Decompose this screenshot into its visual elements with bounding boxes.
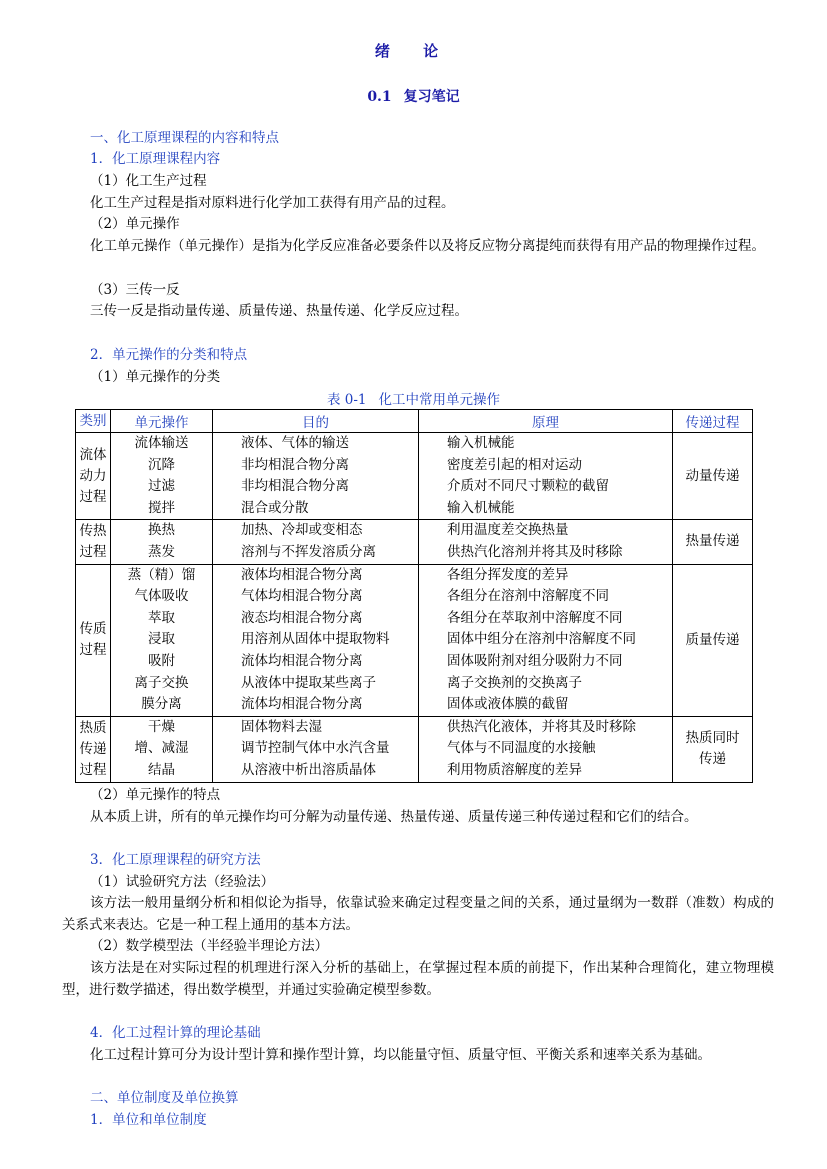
heading-sec2: 二、单位制度及单位换算 xyxy=(90,1090,239,1106)
purpose-cell xyxy=(213,433,419,520)
purpose-item: 从液体中提取某些离子 xyxy=(241,674,376,691)
category-label: 流体动力过程 xyxy=(79,446,107,505)
text-1-3-1: 该方法一般用量纲分析和相似论为指导，依靠试验来确定过程变量之间的关系，通过量纲为一数群（准数）构成的关系式来表达。它是一种工程上通用的基本方法。 xyxy=(62,895,774,933)
operation-item: 离子交换 xyxy=(134,674,189,691)
col-header-operation: 单元操作 xyxy=(111,410,213,433)
purpose-cell xyxy=(213,564,419,716)
operation-item: 流体输送 xyxy=(134,435,189,451)
principle-cell xyxy=(419,716,673,782)
col-header-transfer: 传递过程 xyxy=(673,410,753,433)
principle-item: 固体中组分在溶剂中溶解度不同 xyxy=(447,631,636,648)
principle-item: 各组分在溶剂中溶解度不同 xyxy=(447,588,609,605)
operation-cell-list xyxy=(111,433,212,519)
operation-item: 换热 xyxy=(148,522,175,539)
principle-item: 利用温度差交换热量 xyxy=(447,522,569,539)
principle-item: 输入机械能 xyxy=(447,435,515,451)
purpose-item: 加热、冷却或变相态 xyxy=(241,522,363,539)
table-row xyxy=(76,564,753,716)
operation-item: 吸附 xyxy=(148,652,175,669)
label-1-2-2: （2）单元操作的特点 xyxy=(90,787,221,803)
purpose-cell-list xyxy=(213,717,418,782)
principle-item: 供热汽化液体，并将其及时移除 xyxy=(447,718,636,735)
col-header-purpose: 目的 xyxy=(213,410,419,433)
principle-item: 输入机械能 xyxy=(447,499,515,516)
transfer-cell xyxy=(673,520,753,564)
purpose-item: 非均相混合物分离 xyxy=(241,478,349,495)
section-subtitle xyxy=(0,86,827,106)
table-caption-number: 表 0-1 xyxy=(326,392,367,408)
purpose-item: 从溶液中析出溶质晶体 xyxy=(241,761,376,778)
transfer-cell xyxy=(673,564,753,716)
principle-item: 固体吸附剂对组分吸附力不同 xyxy=(447,652,623,669)
purpose-cell-list xyxy=(213,433,418,519)
operation-item: 搅拌 xyxy=(148,499,175,516)
principle-item: 供热汽化溶剂并将其及时移除 xyxy=(447,543,623,560)
purpose-item: 流体均相混合物分离 xyxy=(241,696,363,713)
transfer-cell xyxy=(673,716,753,782)
transfer-cell xyxy=(673,433,753,520)
col-header-category: 类别 xyxy=(76,410,111,433)
text-1-1-3: 三传一反是指动量传递、质量传递、热量传递、化学反应过程。 xyxy=(90,303,468,319)
purpose-item: 固体物料去湿 xyxy=(241,718,322,735)
text-1-2-2: 从本质上讲，所有的单元操作均可分解为动量传递、热量传递、质量传递三种传递过程和它们的结合。 xyxy=(90,809,698,825)
operation-cell xyxy=(111,716,213,782)
category-label: 热质传递过程 xyxy=(79,719,107,778)
page-title: 绪 论 xyxy=(374,42,453,60)
purpose-item: 混合或分散 xyxy=(241,499,309,516)
category-cell xyxy=(76,716,111,782)
text-1-1-1: 化工生产过程是指对原料进行化学加工获得有用产品的过程。 xyxy=(90,195,455,211)
purpose-item: 溶剂与不挥发溶质分离 xyxy=(241,543,376,560)
category-cell xyxy=(76,520,111,564)
principle-item: 固体或液体膜的截留 xyxy=(447,696,569,713)
unit-operations-table xyxy=(75,409,753,783)
principle-item: 各组分挥发度的差异 xyxy=(447,566,569,583)
text-1-3-2: 该方法是在对实际过程的机理进行深入分析的基础上，在掌握过程本质的前提下，作出某种合理简化，建立物理模型，进行数学描述，得出数学模型，并通过实验确定模型参数。 xyxy=(62,960,774,998)
heading-1-3: 3．化工原理课程的研究方法 xyxy=(90,852,261,868)
operation-item: 蒸（精）馏 xyxy=(127,566,196,583)
principle-cell-list xyxy=(419,565,672,716)
table-caption xyxy=(0,388,827,408)
heading-1-1: 1．化工原理课程内容 xyxy=(90,151,221,167)
principle-cell xyxy=(419,433,673,520)
subtitle-number: 0.1 xyxy=(367,89,392,105)
label-1-3-1: （1）试验研究方法（经验法） xyxy=(90,874,275,890)
principle-cell xyxy=(419,520,673,564)
operation-item: 浸取 xyxy=(148,631,175,648)
operation-item: 过滤 xyxy=(148,478,175,495)
transfer-label: 热质同时传递 xyxy=(685,730,740,768)
table-row xyxy=(76,716,753,782)
operation-item: 膜分离 xyxy=(141,696,182,713)
table-row xyxy=(76,433,753,520)
purpose-item: 液体、气体的输送 xyxy=(241,435,349,451)
principle-item: 离子交换剂的交换离子 xyxy=(447,674,582,691)
table-row xyxy=(76,520,753,564)
text-1-1-2: 化工单元操作（单元操作）是指为化学反应准备必要条件以及将反应物分离提纯而获得有用产品的物理操作过程。 xyxy=(90,238,765,254)
principle-item: 各组分在萃取剂中溶解度不同 xyxy=(447,609,623,626)
purpose-cell xyxy=(213,520,419,564)
heading-2-1: 1．单位和单位制度 xyxy=(90,1112,207,1128)
purpose-cell xyxy=(213,716,419,782)
purpose-item: 调节控制气体中水汽含量 xyxy=(241,740,390,757)
purpose-cell-list xyxy=(213,565,418,716)
label-1-3-2: （2）数学模型法（半经验半理论方法） xyxy=(90,938,329,954)
principle-cell-list xyxy=(419,433,672,519)
table-header-row xyxy=(76,410,753,433)
label-1-2-1: （1）单元操作的分类 xyxy=(90,369,221,385)
transfer-label: 动量传递 xyxy=(685,467,740,484)
operation-item: 沉降 xyxy=(148,456,175,473)
text-1-4: 化工过程计算可分为设计型计算和操作型计算，均以能量守恒、质量守恒、平衡关系和速率关系为基础。 xyxy=(90,1047,711,1063)
col-header-principle: 原理 xyxy=(419,410,673,433)
purpose-item: 气体均相混合物分离 xyxy=(241,588,363,605)
principle-item: 密度差引起的相对运动 xyxy=(447,456,582,473)
label-1-1-1: （1）化工生产过程 xyxy=(90,173,207,189)
operation-cell-list xyxy=(111,717,212,782)
purpose-item: 流体均相混合物分离 xyxy=(241,652,363,669)
operation-cell-list xyxy=(111,565,212,716)
purpose-cell-list xyxy=(213,520,418,563)
label-1-1-3: （3）三传一反 xyxy=(90,282,180,298)
operation-item: 蒸发 xyxy=(148,543,175,560)
purpose-item: 用溶剂从固体中提取物料 xyxy=(241,631,390,648)
principle-item: 气体与不同温度的水接触 xyxy=(447,740,596,757)
transfer-label: 质量传递 xyxy=(685,631,740,648)
principle-cell xyxy=(419,564,673,716)
heading-1-2: 2．单元操作的分类和特点 xyxy=(90,347,248,363)
purpose-item: 液态均相混合物分离 xyxy=(241,609,363,626)
principle-cell-list xyxy=(419,717,672,782)
purpose-item: 非均相混合物分离 xyxy=(241,456,349,473)
principle-item: 介质对不同尺寸颗粒的截留 xyxy=(447,478,609,495)
operation-cell-list xyxy=(111,520,212,563)
operation-item: 结晶 xyxy=(148,761,175,778)
transfer-label: 热量传递 xyxy=(685,533,740,550)
operation-item: 萃取 xyxy=(148,609,175,626)
operation-item: 干燥 xyxy=(148,718,175,735)
operation-cell xyxy=(111,433,213,520)
operation-item: 增、减湿 xyxy=(134,740,189,757)
heading-1-4: 4．化工过程计算的理论基础 xyxy=(90,1025,261,1041)
heading-sec1: 一、化工原理课程的内容和特点 xyxy=(90,130,279,146)
category-cell xyxy=(76,433,111,520)
operation-item: 气体吸收 xyxy=(134,588,189,605)
purpose-item: 液体均相混合物分离 xyxy=(241,566,363,583)
category-cell xyxy=(76,564,111,716)
principle-cell-list xyxy=(419,520,672,563)
subtitle-text: 复习笔记 xyxy=(403,89,460,105)
operation-cell xyxy=(111,564,213,716)
label-1-1-2: （2）单元操作 xyxy=(90,216,180,232)
principle-item: 利用物质溶解度的差异 xyxy=(447,761,582,778)
category-label: 传质过程 xyxy=(79,621,107,659)
category-label: 传热过程 xyxy=(79,522,107,560)
operation-cell xyxy=(111,520,213,564)
table-caption-text: 化工中常用单元操作 xyxy=(378,392,501,408)
